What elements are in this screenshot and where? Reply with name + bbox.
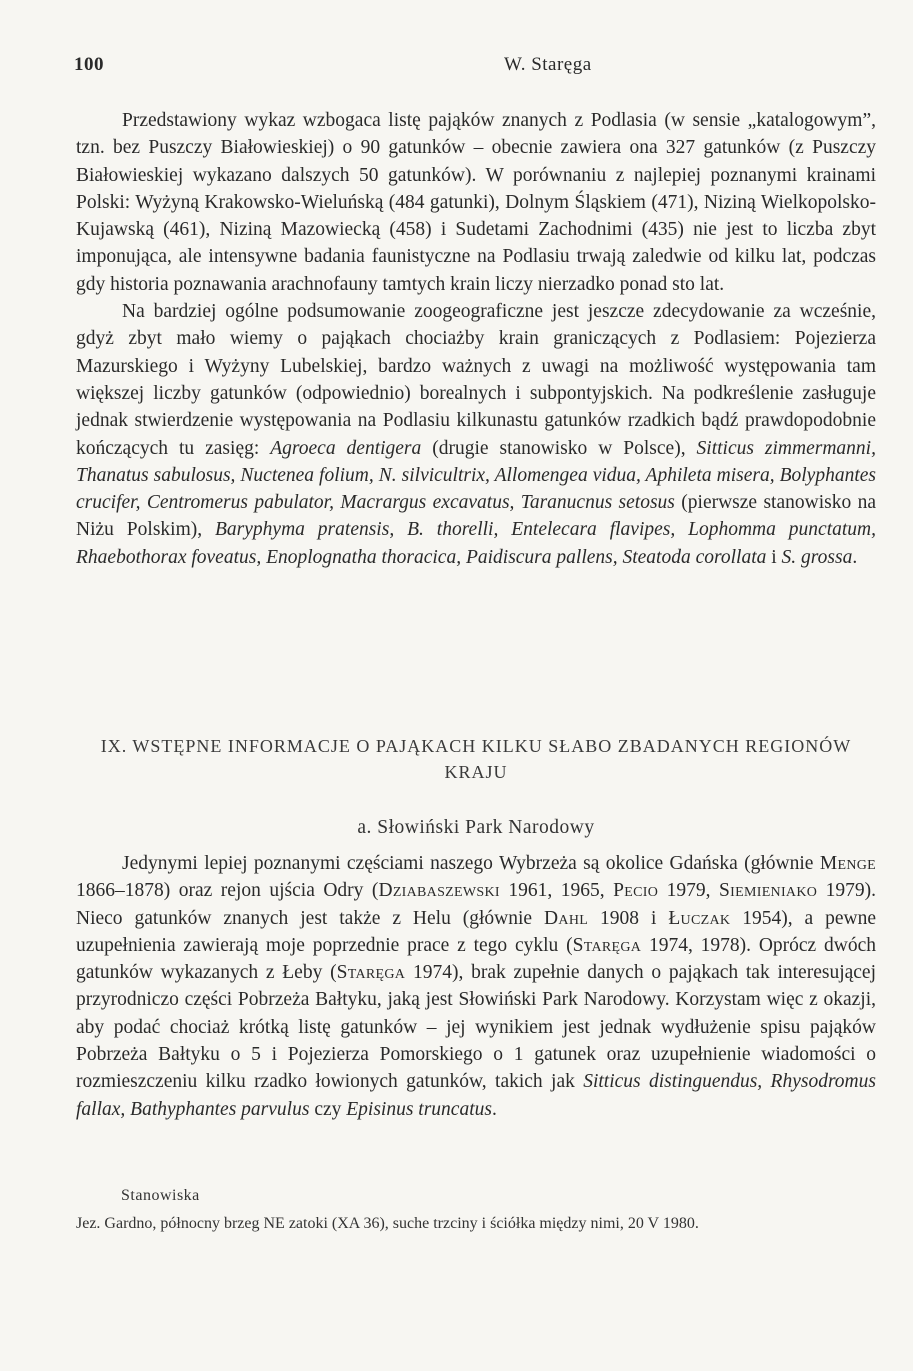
- species-list: Sitticus zimmermanni, Thanatus sabulosus, Nuctenea folium, N. silvicultrix, Allomengea vidua, Aphileta misera, Bolyphantes crucifer, Centromerus pabulator, Macrargus excavatus, Taranucnus setosus: [76, 437, 876, 514]
- species-list: Baryphyma pratensis, B. thorelli, Entelecara flavipes, Lophomma punctatum, Rhaebothorax foveatus, Enoplognatha thoracica, Paidiscura pallens, Steatoda corollata: [76, 519, 876, 568]
- text-run: i: [766, 546, 782, 568]
- page-header: [74, 54, 834, 80]
- text-run: (drugie stanowisko w Polsce),: [421, 437, 697, 459]
- author-name: Siemieniako: [719, 880, 818, 902]
- text-run: 1866–1878) oraz rejon ujścia Odry (: [76, 880, 379, 902]
- text-run: Jedynymi lepiej poznanymi częściami naszego Wybrzeża są okolice Gdańska (głównie: [122, 853, 820, 874]
- paragraph: [76, 298, 876, 571]
- text-run: .: [852, 546, 858, 568]
- species-list: Sitticus distinguendus, Rhysodromus fallax, Bathyphantes parvulus: [76, 1071, 876, 1120]
- intro-text: [76, 107, 876, 571]
- author-name: Pecio: [613, 880, 659, 902]
- text-run: czy: [309, 1098, 347, 1120]
- text-run: 1974, 1978). Oprócz dwóch gatunków wykazanych z Łeby (: [76, 934, 876, 984]
- slowinski-text: [76, 850, 876, 1123]
- author-name: Dahl: [544, 907, 589, 929]
- text-run: 1908 i: [588, 907, 669, 929]
- author-name: Łuczak: [668, 907, 731, 929]
- species-name: Episinus truncatus: [346, 1098, 492, 1120]
- species-name: Agroeca dentigera: [270, 437, 422, 459]
- subsection-heading: a. Słowiński Park Narodowy: [357, 817, 595, 838]
- text-run: 1954), a pewne uzupełnienia zawierają moje poprzednie prace z tego cyklu (: [76, 907, 876, 956]
- running-head: W. Staręga: [504, 54, 592, 75]
- section-heading: IX. WSTĘPNE INFORMACJE O PAJĄKACH KILKU SŁABO ZBADANYCH REGIONÓW KRAJU: [100, 736, 852, 782]
- author-name: Menge: [819, 853, 876, 874]
- sites-label: Stanowiska: [121, 1187, 200, 1204]
- paragraph: Przedstawiony wykaz wzbogaca listę pająków znanych z Podlasia (w sensie „katalogowym”, tzn. bez Puszczy Białowieskiej) o 90 gatunków – obecnie zawiera ona 327 gatunków (z Puszczy Białowieskiej wykazano dalszych 50 gatunków). W porównaniu z najlepiej poznanymi krainami Polski: Wyżyną Krakowsko-Wieluńską (484 gatunki), Dolnym Śląskiem (471), Niziną Wielkopolsko-Kujawską (461), Niziną Mazowiecką (458) i Sudetami Zachodnimi (435) nie jest to liczba zbyt imponująca, ale intensywne badania faunistyczne na Podlasiu trwają zaledwie od kilku lat, podczas gdy historia poznawania arachnofauny tamtych krain liczy nierzadko ponad sto lat.: [76, 110, 876, 295]
- text-run: Na bardziej ogólne podsumowanie zoogeograficzne jest jeszcze zdecydowanie za wcześnie, gdyż zbyt mało wiemy o pająkach chociażby krain graniczących z Podlasiem: Pojezierza Mazurskiego i Wyżyny Lubelskiej, bardzo ważnych z uwagi na możliwość występowania tam większej liczby gatunków (odpowiednio) borealnych i subpontyjskich. Na podkreślenie zasługuje jednak stwierdzenie występowania na Podlasiu kilkunastu gatunków rzadkich bądź prawdopodobnie kończących tu zasięg:: [76, 301, 876, 459]
- species-name: S. grossa: [781, 546, 853, 568]
- author-name: Staręga: [572, 934, 642, 956]
- text-run: (pierwsze stanowisko na Niżu Polskim),: [76, 492, 876, 541]
- paragraph: [76, 850, 876, 1123]
- site-entry-text: Jez. Gardno, północny brzeg NE zatoki (XA 36), suche trzciny i ściółka między nimi, 20 V 1980.: [76, 1215, 699, 1232]
- text-run: .: [491, 1098, 497, 1120]
- page-number: 100: [74, 54, 104, 75]
- text-run: 1974), brak zupełnie danych o pająkach tak interesującej przyrodniczo części Pobrzeża Bałtyku, jaką jest Słowiński Park Narodowy. Korzystam więc z okazji, aby podać chociaż krótką listę gatunków – jej wynikiem jest jednak wydłużenie spisu pająków Pobrzeża Bałtyku o 5 i Pojezierza Pomorskiego o 1 gatunek oraz uzupełnienie wiadomości o rozmieszczeniu kilku rzadko łowionych gatunków, takich jak: [76, 962, 876, 1093]
- text-run: 1979,: [658, 880, 720, 902]
- author-name: Staręga: [336, 962, 406, 984]
- text-run: 1979). Nieco gatunków znanych jest także z Helu (głównie: [76, 880, 877, 929]
- text-run: 1961, 1965,: [499, 880, 614, 902]
- site-entry: [76, 1212, 876, 1236]
- author-name: Dziabaszewski: [378, 880, 500, 902]
